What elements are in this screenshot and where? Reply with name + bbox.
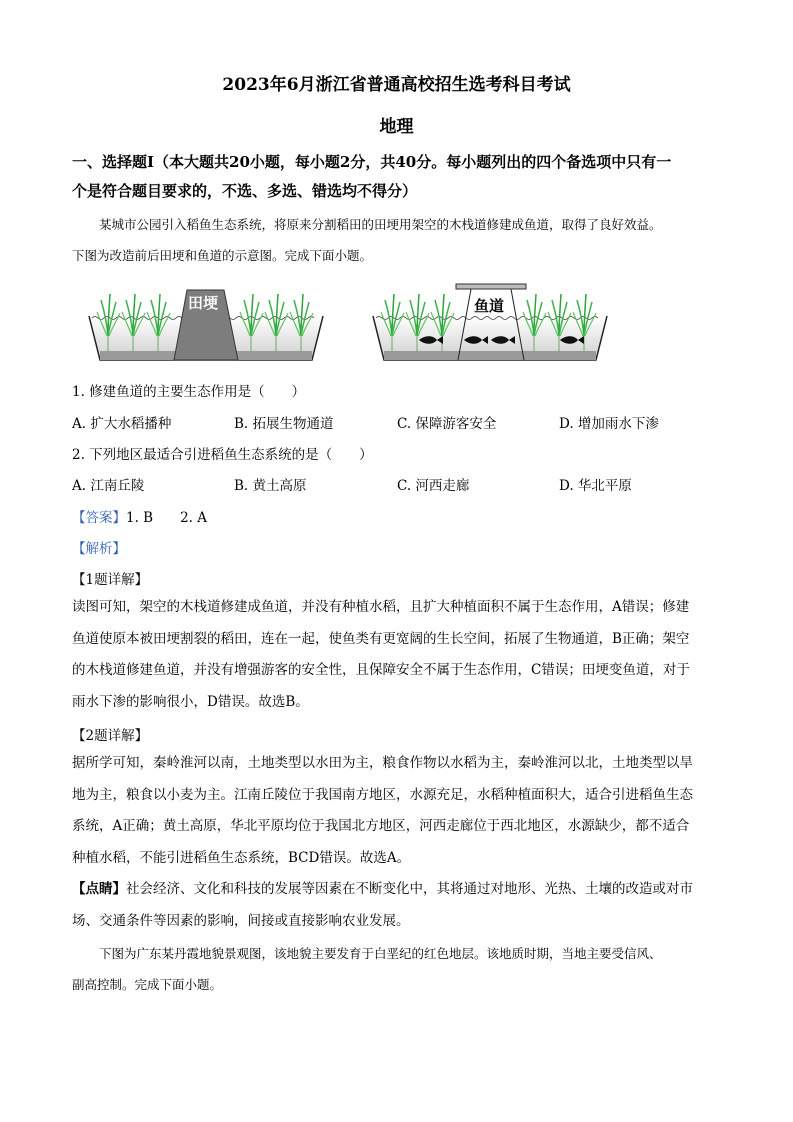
detail1-line: 的木栈道修建鱼道，并没有增强游客的安全性，且保障安全不属于生态作用，C错误；田埂变鱼道，对于: [72, 662, 690, 678]
q1-option-a: A. 扩大水稻播种: [72, 416, 172, 432]
exam-title: 2023年6月浙江省普通高校招生选考科目考试: [222, 75, 571, 95]
detail2-line: 系统，A正确；黄土高原，华北平原均位于我国北方地区，河西走廊位于西北地区，水源缺少，都不适合: [72, 818, 690, 834]
highlight-block: [72, 874, 693, 937]
q1-stem: 1. 修建鱼道的主要生态作用是（ ）: [72, 384, 306, 400]
detail1-body: [72, 592, 690, 718]
q2-option-c: C. 河西走廊: [397, 478, 470, 494]
detail1-line: 鱼道使原本被田埂割裂的稻田，连在一起，使鱼类有更宽阔的生长空间，拓展了生物通道，B正确；架空: [72, 630, 690, 647]
intro-paragraph-2: [72, 938, 724, 1000]
q2-option-a: A. 江南丘陵: [72, 478, 145, 494]
boardwalk-deck: [456, 284, 526, 289]
section-heading-line2: 个是符合题目要求的，不选、多选、错选均不得分）: [72, 182, 418, 200]
rice-fish-figure: [86, 280, 616, 370]
q1-option-c: C. 保障游客安全: [397, 416, 497, 432]
intro2-line1: 下图为广东某丹霞地貌景观图，该地貌主要发育于白垩纪的红色地层。该地质时期，当地主要受信风、: [99, 946, 662, 961]
answer-tag: 【答案】: [72, 510, 126, 526]
q1-option-d: D. 增加雨水下渗: [559, 416, 659, 432]
fishway-label: 鱼道: [474, 297, 505, 315]
detail1-tag: 【1题详解】: [72, 572, 149, 588]
intro1-line1: 某城市公园引入稻鱼生态系统，将原来分割稻田的田埂用架空的木栈道修建成鱼道，取得了良好效益。: [99, 217, 662, 232]
detail2-body: [72, 748, 693, 874]
detail2-line: 据所学可知，秦岭淮河以南，土地类型以水田为主，粮食作物以水稻为主，秦岭淮河以北，土地类型以旱: [72, 755, 693, 771]
ridge-label: 田埂: [188, 294, 219, 312]
detail2-line: 种植水稻，不能引进稻鱼生态系统，BCD错误。故选A。: [72, 849, 411, 866]
q2-option-b: B. 黄土高原: [234, 478, 307, 494]
intro2-line2: 副高控制。完成下面小题。: [72, 977, 223, 992]
section-heading: [72, 148, 671, 206]
analysis-tag: 【解析】: [72, 541, 126, 557]
q1-option-b: B. 拓展生物通道: [234, 416, 334, 432]
subject-title: 地理: [379, 117, 414, 137]
q2-option-d: D. 华北平原: [559, 478, 632, 494]
highlight-line2: 场、交通条件等因素的影响，间接或直接影响农业发展。: [72, 912, 410, 929]
intro1-line2: 下图为改造前后田埂和鱼道的示意图。完成下面小题。: [72, 248, 373, 263]
detail1-line: 雨水下渗的影响很小，D错误。故选B。: [72, 693, 309, 710]
detail1-line: 读图可知，架空的木栈道修建成鱼道，并没有种植水稻，且扩大种植面积不属于生态作用，A错误；修建: [72, 599, 690, 615]
highlight-tag: 【点睛】: [72, 881, 126, 897]
intro-paragraph-1: [72, 209, 724, 271]
q2-stem: 2. 下列地区最适合引进稻鱼生态系统的是（ ）: [72, 447, 373, 463]
highlight-line1: 社会经济、文化和科技的发展等因素在不断变化中，其将通过对地形、光热、土壤的改造或对市: [126, 881, 693, 897]
detail2-line: 地为主，粮食以小麦为主。江南丘陵位于我国南方地区，水源充足，水稻种植面积大，适合引进稻鱼生态: [72, 786, 693, 803]
detail2-tag: 【2题详解】: [72, 728, 149, 744]
answer-line: [72, 506, 207, 526]
answer-text: 1. B 2. A: [126, 510, 208, 526]
section-heading-line1: 一、选择题Ⅰ（本大题共20小题，每小题2分，共40分。每小题列出的四个备选项中只有一: [72, 153, 672, 171]
